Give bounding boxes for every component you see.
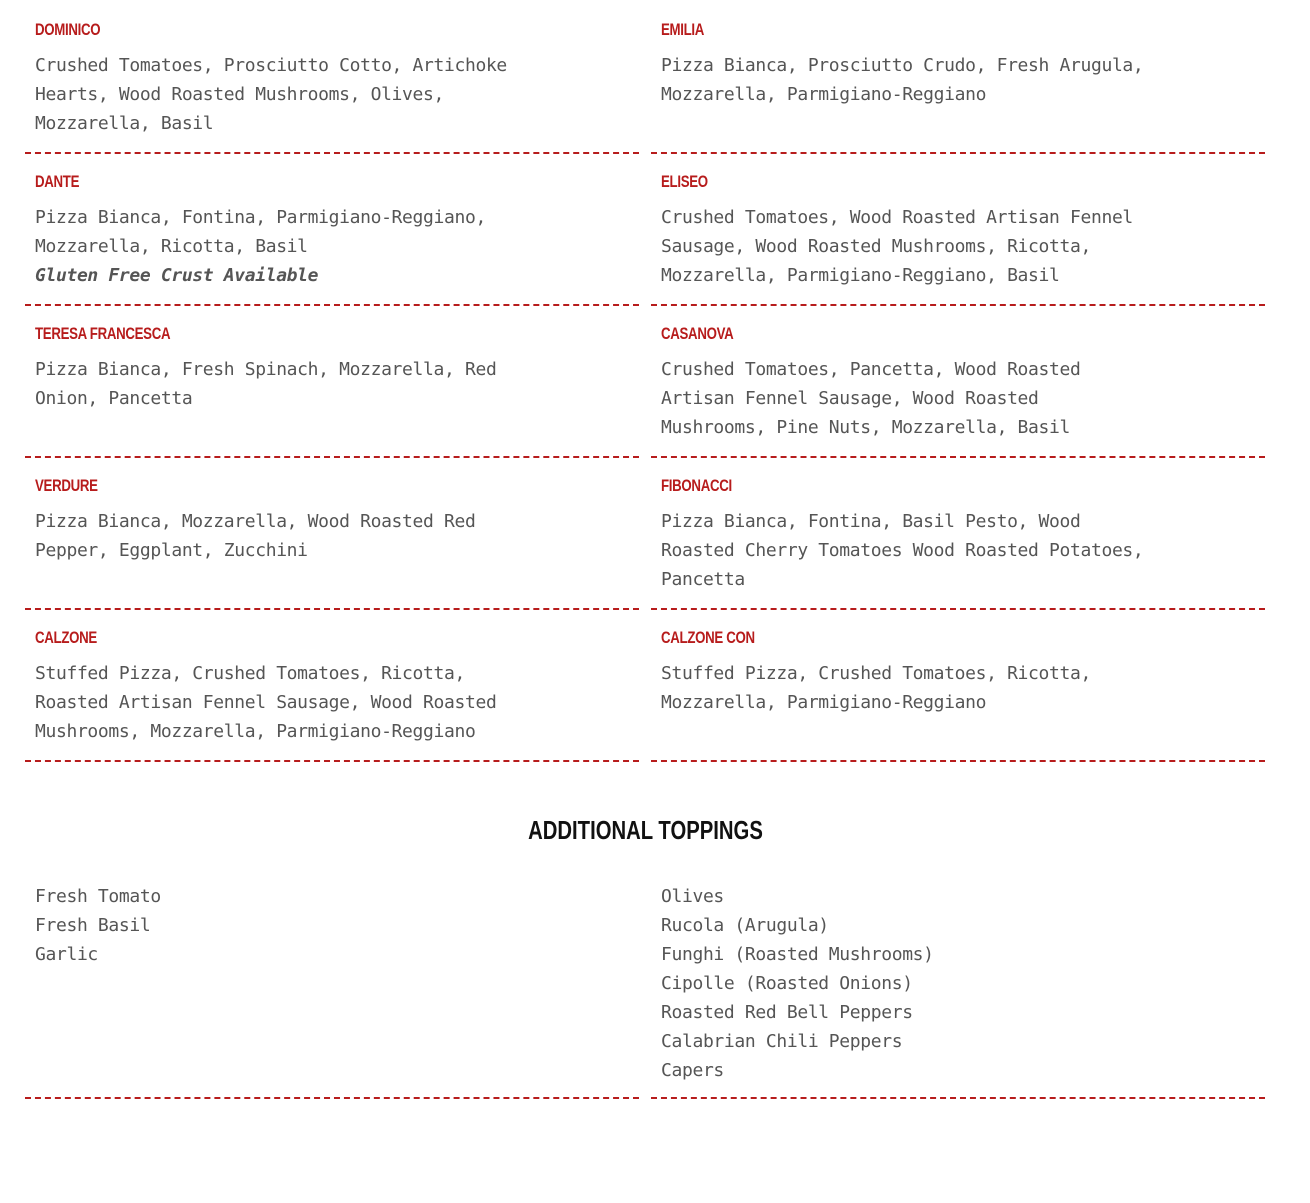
menu-item (651, 458, 1265, 610)
pizza-ingredients: Stuffed Pizza, Crushed Tomatoes, Ricotta, Roasted Artisan Fennel Sausage, Wood Roasted Mushrooms, Mozzarella, Parmigiano-Reggiano (35, 663, 497, 742)
pizza-ingredients: Pizza Bianca, Mozzarella, Wood Roasted Red Pepper, Eggplant, Zucchini (35, 511, 476, 561)
menu-item (651, 0, 1265, 154)
pizza-name: ELISEO (661, 172, 708, 191)
toppings-left-column (25, 882, 639, 1099)
pizza-ingredients: Pizza Bianca, Fontina, Basil Pesto, Wood Roasted Cherry Tomatoes Wood Roasted Potatoes, Pancetta (661, 511, 1144, 590)
menu-item (25, 0, 639, 154)
topping-item: Rucola (Arugula) (661, 915, 829, 936)
menu-row (25, 306, 1265, 458)
topping-item: Capers (661, 1060, 724, 1081)
pizza-name: EMILIA (661, 20, 705, 39)
menu-row (25, 458, 1265, 610)
menu-row (25, 610, 1265, 762)
topping-item: Cipolle (Roasted Onions) (661, 973, 913, 994)
menu-item (25, 610, 639, 762)
topping-item: Fresh Basil (35, 915, 151, 936)
pizza-ingredients: Pizza Bianca, Prosciutto Crudo, Fresh Arugula, Mozzarella, Parmigiano-Reggiano (661, 55, 1144, 105)
topping-item: Calabrian Chili Peppers (661, 1031, 903, 1052)
pizza-ingredients: Crushed Tomatoes, Wood Roasted Artisan Fennel Sausage, Wood Roasted Mushrooms, Ricotta, Mozzarella, Parmigiano-Reggiano, Basil (661, 207, 1133, 286)
menu-row (25, 0, 1265, 154)
menu-item (651, 610, 1265, 762)
pizza-ingredients: Crushed Tomatoes, Pancetta, Wood Roasted Artisan Fennel Sausage, Wood Roasted Mushrooms, Pine Nuts, Mozzarella, Basil (661, 359, 1081, 438)
menu-item (25, 306, 639, 458)
menu-row (25, 154, 1265, 306)
pizza-name: VERDURE (35, 476, 98, 495)
pizza-ingredients: Crushed Tomatoes, Prosciutto Cotto, Artichoke Hearts, Wood Roasted Mushrooms, Olives, Mozzarella, Basil (35, 55, 507, 134)
topping-item: Fresh Tomato (35, 886, 161, 907)
pizza-menu (25, 0, 1265, 1099)
topping-item: Olives (661, 886, 724, 907)
toppings-right-column (651, 882, 1265, 1099)
pizza-ingredients: Pizza Bianca, Fresh Spinach, Mozzarella, Red Onion, Pancetta (35, 359, 497, 409)
pizza-name: DOMINICO (35, 20, 101, 39)
topping-item: Garlic (35, 944, 98, 965)
toppings-row (25, 882, 1265, 1099)
menu-item (25, 458, 639, 610)
topping-item: Roasted Red Bell Peppers (661, 1002, 913, 1023)
topping-item: Funghi (Roasted Mushrooms) (661, 944, 934, 965)
pizza-name: CALZONE CON (661, 628, 755, 647)
menu-item (651, 154, 1265, 306)
pizza-name: DANTE (35, 172, 80, 191)
pizza-name: TERESA FRANCESCA (35, 324, 171, 343)
pizza-name: CASANOVA (661, 324, 734, 343)
menu-item (651, 306, 1265, 458)
section-title-text: ADDITIONAL TOPPINGS (527, 815, 763, 845)
gluten-free-note: Gluten Free Crust Available (35, 265, 319, 286)
pizza-name: CALZONE (35, 628, 97, 647)
pizza-ingredients: Stuffed Pizza, Crushed Tomatoes, Ricotta, Mozzarella, Parmigiano-Reggiano (661, 663, 1091, 713)
pizza-ingredients: Pizza Bianca, Fontina, Parmigiano-Reggiano, Mozzarella, Ricotta, Basil (35, 207, 486, 257)
section-title-additional-toppings (25, 810, 1265, 850)
pizza-name: FIBONACCI (661, 476, 732, 495)
menu-item (25, 154, 639, 306)
